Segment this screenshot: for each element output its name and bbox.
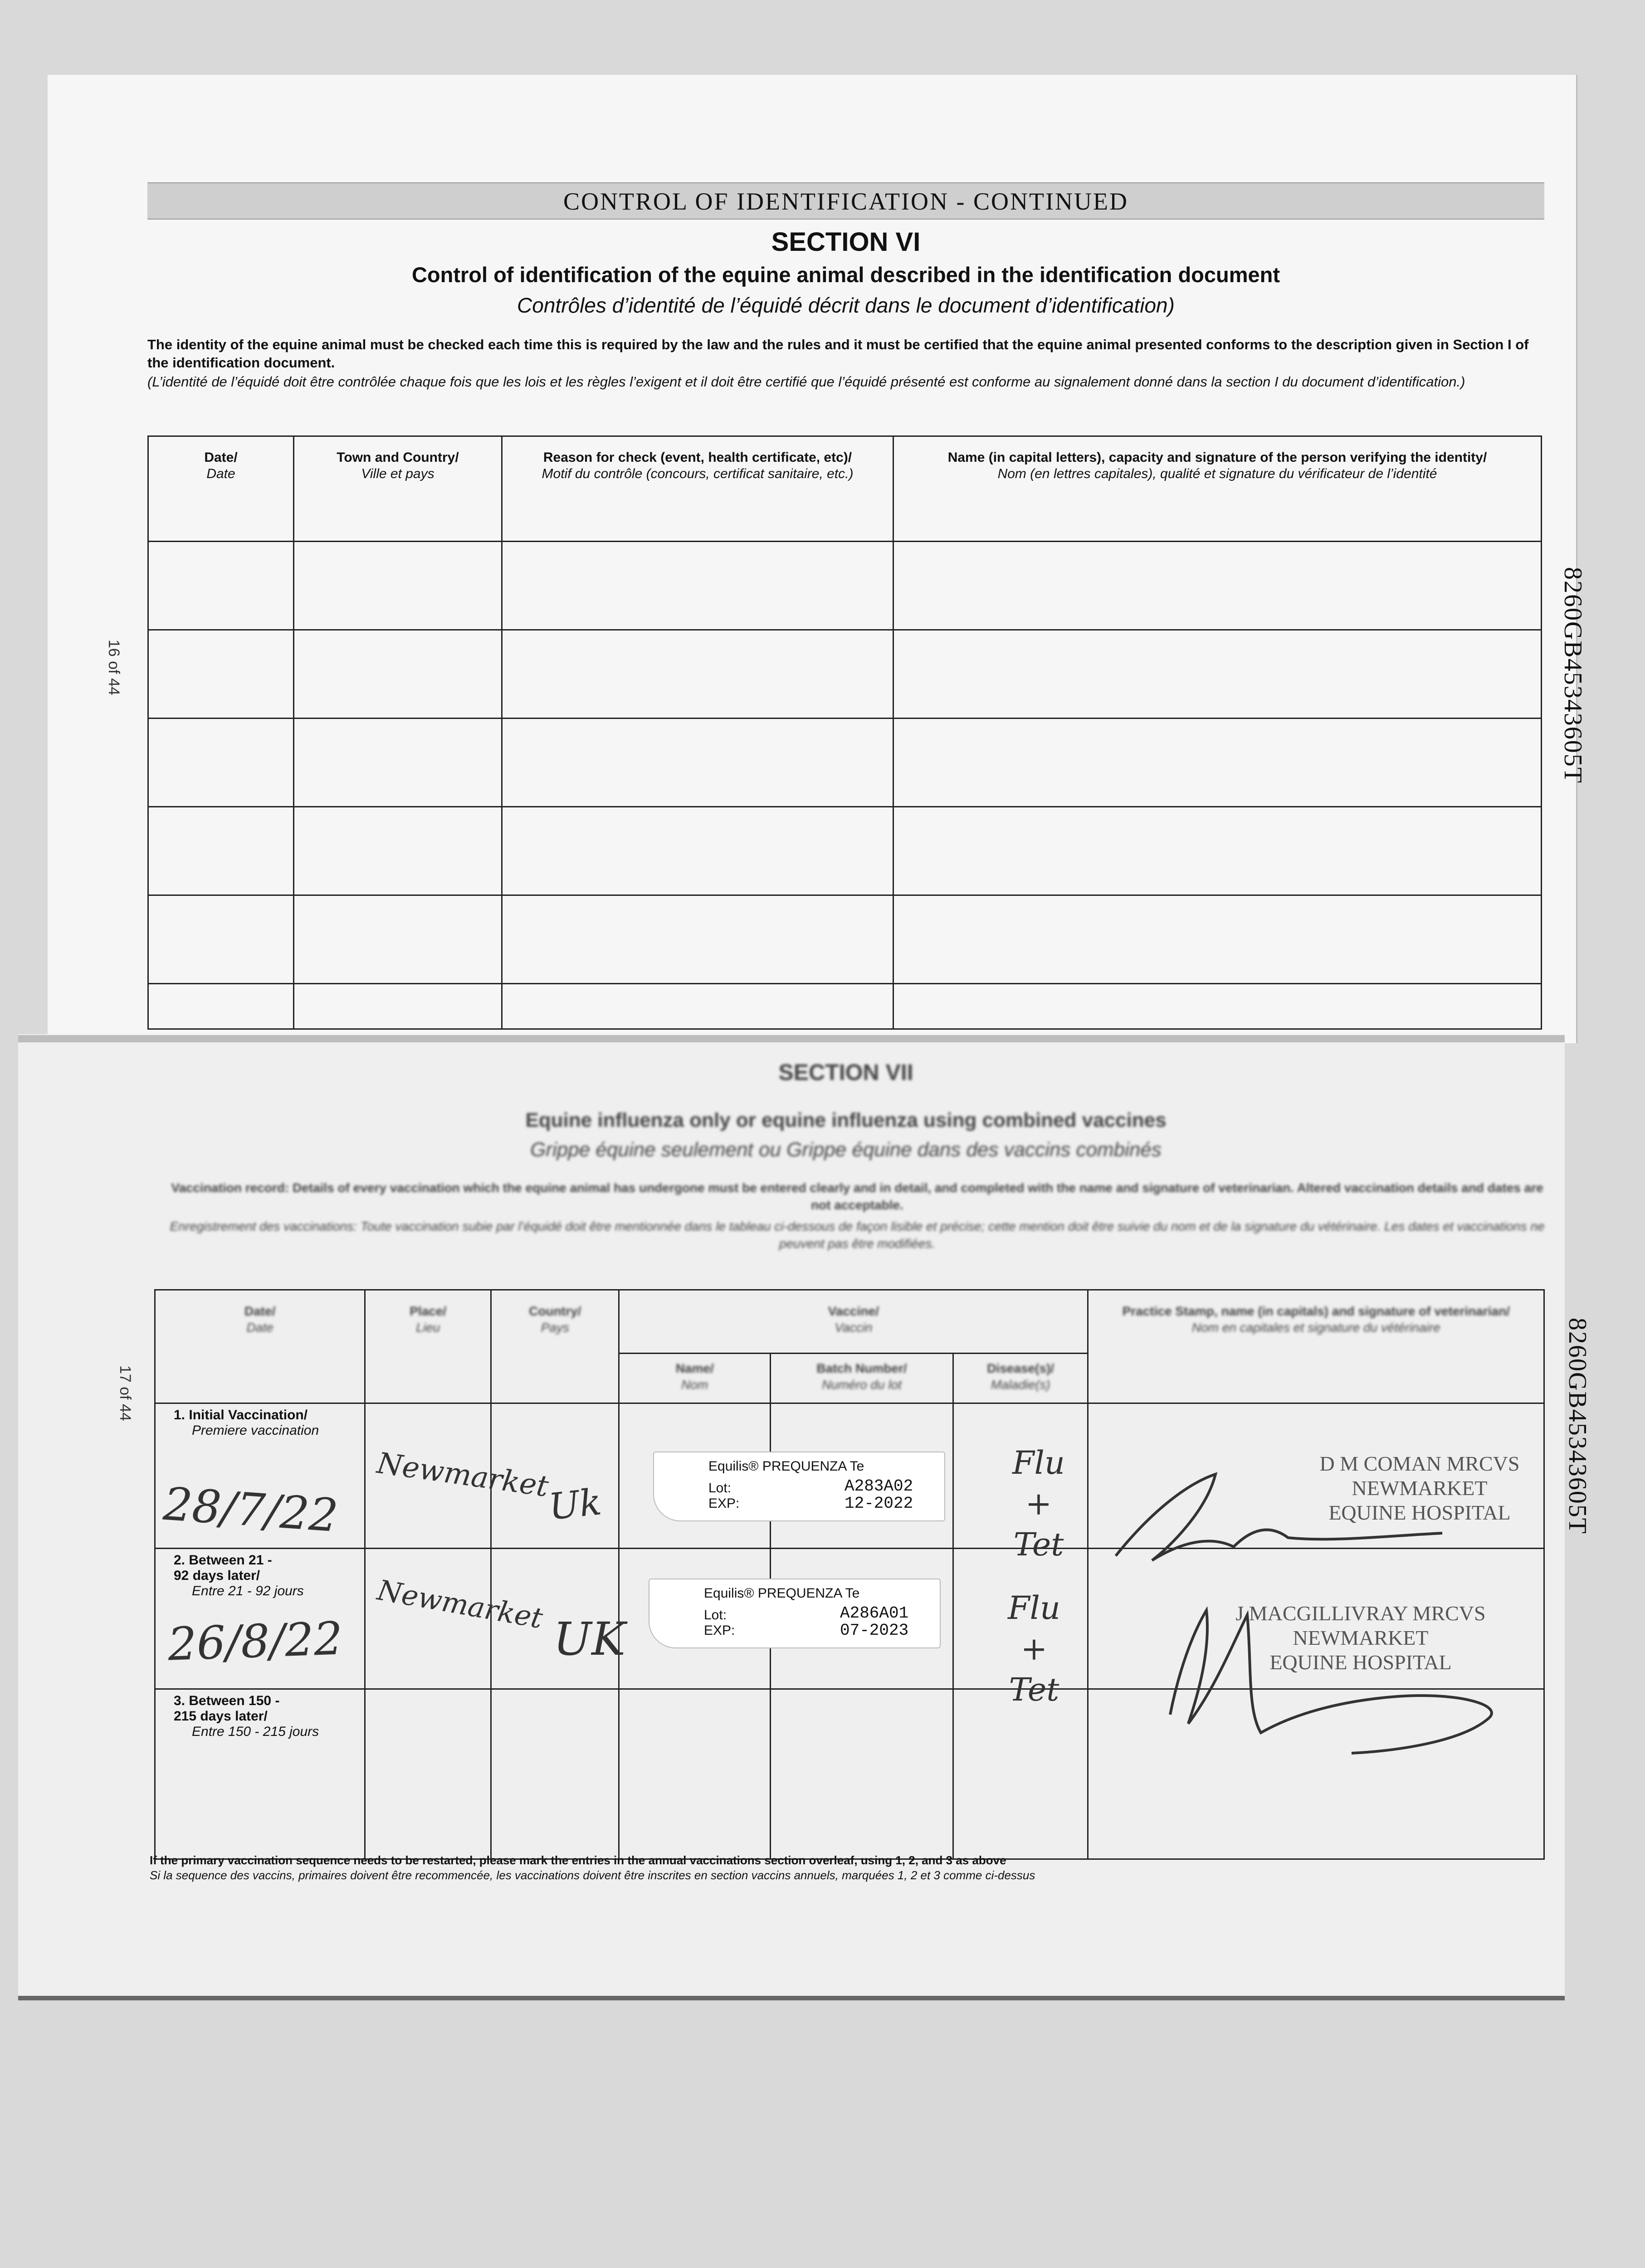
cell-date[interactable] — [148, 719, 294, 807]
handwritten-date-2: 26/8/22 — [167, 1612, 344, 1671]
cell-reason[interactable] — [502, 984, 893, 1029]
cell-place[interactable] — [365, 1689, 491, 1859]
table-row — [148, 984, 1542, 1029]
section-vii-intro-en: Vaccination record: Details of every vaccination which the equine animal has undergone must be entered clearly and in detail, and completed with the name and signature of veterinarian. Altered vaccination details and dates are not acceptable. — [171, 1181, 1543, 1212]
table-row — [148, 807, 1542, 895]
cell-verifier[interactable] — [893, 719, 1542, 807]
serial-number: 8260GB45343605T — [1563, 1318, 1591, 1535]
cell-town[interactable] — [294, 542, 502, 630]
handwritten-place-1: Newmarket — [375, 1446, 551, 1504]
cell-verifier[interactable] — [893, 984, 1542, 1029]
col-town-country: Town and Country/ Ville et pays — [294, 436, 502, 542]
section-title: SECTION VI — [771, 227, 921, 257]
vaccination-table — [154, 1289, 1545, 1860]
section-vii-title: SECTION VII — [778, 1060, 913, 1085]
col-date: Date/ Date — [155, 1290, 365, 1403]
cell-reason[interactable] — [502, 630, 893, 719]
section-vii-intro-fr: Enregistrement des vaccinations: Toute vaccination subie par l’équidé doit être mentionnée dans le tableau ci-dessous de façon lisible et précise; cette mention doit être suivie du nom et de la signature du vétérinaire. Les dates et vaccinations ne peuvent pas être modifiées. — [170, 1219, 1545, 1251]
cell-town[interactable] — [294, 807, 502, 895]
cell-verifier[interactable] — [893, 807, 1542, 895]
sticker-exp-label: EXP: — [704, 1623, 735, 1638]
handwritten-date-1: 28/7/22 — [161, 1477, 340, 1543]
cell-name[interactable] — [619, 1689, 771, 1859]
col-vaccine-name: Name/ Nom — [619, 1354, 771, 1403]
sticker-exp: 12-2022 — [844, 1494, 913, 1513]
cell-town[interactable] — [294, 719, 502, 807]
col-verifier: Name (in capital letters), capacity and signature of the person verifying the identity/ Nom (en lettres capitales), qualité et signature du vérificateur de l’identité — [893, 436, 1542, 542]
row-label: 1. Initial Vaccination/ Premiere vaccination — [155, 1403, 365, 1549]
col-date: Date/ Date — [148, 436, 294, 542]
section-subtitle-en: Control of identification of the equine animal described in the identification document — [411, 263, 1280, 287]
section-subtitle-fr: Contrôles d’identité de l’équidé décrit dans le document d’identification) — [517, 293, 1175, 317]
vaccine-sticker-1 — [653, 1452, 945, 1521]
practice-stamp-2: J MACGILLIVRAY MRCVS NEWMARKET EQUINE HOSPITAL — [1235, 1602, 1486, 1674]
handwritten-country-1: Uk — [547, 1481, 604, 1528]
col-place: Place/ Lieu — [365, 1290, 491, 1403]
col-practice-stamp: Practice Stamp, name (in capitals) and signature of veterinarian/ Nom en capitales et signature du vétérinaire — [1088, 1290, 1544, 1403]
footnote-fr: Si la sequence des vaccins, primaires doivent être recommencée, les vaccinations doivent être inscrites en section vaccins annuels, marquées 1, 2 et 3 comme ci-dessus — [150, 1868, 1035, 1882]
row-label: 3. Between 150 - 215 days later/ Entre 150 - 215 jours — [155, 1689, 365, 1859]
col-country: Country/ Pays — [491, 1290, 619, 1403]
col-diseases: Disease(s)/ Maladie(s) — [953, 1354, 1088, 1403]
handwritten-country-2: UK — [553, 1613, 625, 1666]
cell-town[interactable] — [294, 984, 502, 1029]
row-label: 2. Between 21 - 92 days later/ Entre 21 - 92 jours — [155, 1549, 365, 1689]
cell-reason[interactable] — [502, 542, 893, 630]
section-banner: CONTROL OF IDENTIFICATION - CONTINUED — [147, 182, 1544, 220]
cell-date[interactable] — [148, 807, 294, 895]
footnote-en: If the primary vaccination sequence needs to be restarted, please mark the entries in the annual vaccinations section overleaf, using 1, 2, and 3 as above — [150, 1853, 1006, 1867]
signature-1 — [1098, 1456, 1451, 1574]
page-fold-shadow — [18, 1035, 1565, 1042]
signature-2 — [1143, 1597, 1515, 1760]
cell-date[interactable] — [148, 542, 294, 630]
cell-date[interactable] — [148, 630, 294, 719]
identity-check-table — [147, 435, 1542, 1030]
cell-verifier[interactable] — [893, 542, 1542, 630]
intro-text-en: The identity of the equine animal must be checked each time this is required by the law and the rules and it must be certified that the equine animal presented conforms to the description given in Section I of the identification document. — [147, 337, 1529, 371]
page-number: 16 of 44 — [105, 640, 122, 695]
practice-stamp-1: D M COMAN MRCVS NEWMARKET EQUINE HOSPITAL — [1319, 1452, 1520, 1524]
cell-disease[interactable] — [953, 1689, 1088, 1859]
handwritten-place-2: Newmarket — [375, 1573, 546, 1635]
intro-text-fr: (L’identité de l’équidé doit être contrôlée chaque fois que les lois et les règles l’exigent et il doit être certifié que l’équidé présenté est conforme au signalement donné dans la section I du document d’identification.) — [147, 374, 1465, 390]
col-batch-number: Batch Number/ Numéro du lot — [771, 1354, 953, 1403]
table-row — [148, 542, 1542, 630]
col-vaccine: Vaccine/ Vaccin — [619, 1290, 1088, 1354]
cell-batch[interactable] — [771, 1689, 953, 1859]
cell-town[interactable] — [294, 630, 502, 719]
cell-reason[interactable] — [502, 895, 893, 984]
sticker-lot: A286A01 — [840, 1604, 909, 1623]
sticker-lot-label: Lot: — [704, 1608, 727, 1623]
vaccine-sticker-2 — [649, 1579, 941, 1648]
sticker-brand: Equilis® PREQUENZA Te — [704, 1586, 860, 1601]
section-vii-subtitle-fr: Grippe équine seulement ou Grippe équine dans des vaccins combinés — [530, 1139, 1162, 1161]
table-row — [148, 895, 1542, 984]
serial-number: 8260GB45343605T — [1559, 567, 1587, 784]
cell-reason[interactable] — [502, 807, 893, 895]
cell-town[interactable] — [294, 895, 502, 984]
page-number: 17 of 44 — [117, 1365, 134, 1421]
cell-country[interactable] — [491, 1689, 619, 1859]
table-row — [148, 630, 1542, 719]
cell-verifier[interactable] — [893, 630, 1542, 719]
cell-date[interactable] — [148, 984, 294, 1029]
handwritten-disease-2: Flu + Tet — [1007, 1589, 1061, 1708]
sticker-brand: Equilis® PREQUENZA Te — [708, 1459, 864, 1474]
sticker-exp-label: EXP: — [708, 1496, 740, 1511]
cell-reason[interactable] — [502, 719, 893, 807]
section-vii-subtitle-en: Equine influenza only or equine influenza using combined vaccines — [525, 1109, 1167, 1131]
col-reason: Reason for check (event, health certificate, etc)/ Motif du contrôle (concours, certificat sanitaire, etc.) — [502, 436, 893, 542]
handwritten-disease-1: Flu + Tet — [1012, 1444, 1065, 1563]
cell-date[interactable] — [148, 895, 294, 984]
table-row — [148, 719, 1542, 807]
sticker-lot: A283A02 — [844, 1477, 913, 1496]
sticker-lot-label: Lot: — [708, 1481, 732, 1496]
sticker-exp: 07-2023 — [840, 1621, 909, 1640]
cell-verifier[interactable] — [893, 895, 1542, 984]
